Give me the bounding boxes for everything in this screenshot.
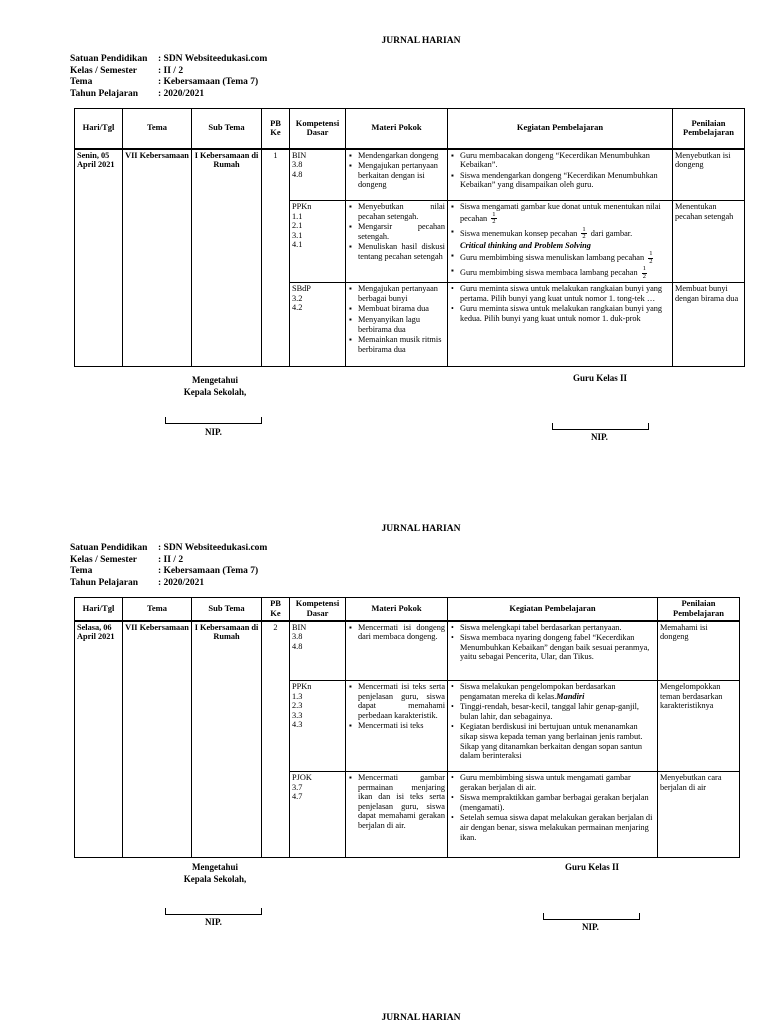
- sign-label: Kepala Sekolah,: [183, 387, 247, 397]
- header-kegiatan: Kegiatan Pembelajaran: [448, 109, 673, 149]
- kd-subject: PPKn: [292, 202, 312, 211]
- info-value: : SDN Websiteedukasi.com: [158, 54, 268, 64]
- kd-item: 3.8: [292, 160, 303, 170]
- sign-label: Mengetahui: [192, 375, 238, 385]
- kd-item: 2.1: [292, 221, 303, 231]
- kd-item: 3.1: [292, 230, 303, 240]
- nip-label: NIP.: [205, 917, 222, 927]
- penilaian-cell: Membuat bunyi dengan birama dua: [673, 283, 745, 367]
- kd-subject: BIN: [292, 622, 307, 632]
- fraction-denominator: 2: [492, 218, 496, 226]
- materi-cell: [346, 149, 448, 201]
- sign-label: Mengetahui: [192, 862, 238, 872]
- kd-item: 4.7: [292, 792, 303, 802]
- kd-item: 1.3: [292, 691, 303, 701]
- kegiatan-item: • Guru meminta siswa untuk melakukan rangkaian bunyi yang pertama. Pilih bunyi yang kuat untuk nomor 1. tong-tek …: [460, 284, 670, 303]
- materi-cell: [346, 772, 448, 858]
- fraction-denominator: 2: [642, 272, 646, 280]
- kegiatan-item: [460, 251, 670, 265]
- tema-cell: VII Kebersamaan: [123, 149, 192, 367]
- kd-item: 3.8: [292, 632, 303, 642]
- kegiatan-text: Siswa menemukan konsep pecahan: [460, 228, 578, 238]
- penilaian-cell: Menentukan pecahan setengah: [673, 201, 745, 283]
- kd-item: 1.1: [292, 211, 303, 221]
- kd-cell: [290, 621, 346, 681]
- fraction-numerator: 1: [649, 250, 653, 258]
- materi-cell: [346, 681, 448, 772]
- materi-item: ▪ Menyebutkan nilai pecahan setengah.: [358, 202, 445, 221]
- kegiatan-text: dari gambar.: [590, 228, 633, 238]
- kd-cell: [290, 149, 346, 201]
- header-pb: PB Ke: [262, 109, 290, 149]
- header-kegiatan: Kegiatan Pembelajaran: [448, 598, 658, 621]
- nip-label: NIP.: [591, 432, 608, 442]
- day-cell: Selasa, 06 April 2021: [75, 621, 123, 858]
- signature-line: [543, 913, 640, 920]
- fraction-half: [648, 251, 653, 265]
- kd-item: 4.3: [292, 720, 303, 730]
- kegiatan-text: Siswa mengamati gambar kue donat untuk menentukan nilai pecahan: [460, 202, 661, 223]
- kd-subject: BIN: [292, 150, 307, 160]
- header-materi: Materi Pokok: [346, 109, 448, 149]
- fraction-half: [491, 212, 496, 226]
- journal-title: JURNAL HARIAN: [381, 1013, 461, 1023]
- kegiatan-cell: [448, 201, 673, 283]
- tema-cell: VII Kebersamaan: [123, 621, 192, 858]
- materi-item: ▪ Mencermati isi teks serta penjelasan guru, siswa dapat memahami perbedaan karakteristik.: [358, 682, 445, 720]
- info-block: [70, 543, 267, 589]
- journal-title: JURNAL HARIAN: [381, 36, 461, 46]
- header-kd: Kompetensi Dasar: [290, 109, 346, 149]
- kd-item: 4.8: [292, 641, 303, 651]
- materi-item: ▪ Memainkan musik ritmis berbirama dua: [358, 335, 445, 354]
- subtema-cell: I Kebersamaan di Rumah: [192, 149, 262, 367]
- nip-label: NIP.: [582, 922, 599, 932]
- kd-item: 3.7: [292, 782, 303, 792]
- kegiatan-item: • Setelah semua siswa dapat melakukan gerakan berjalan di air dengan benar, siswa melakukan permainan menjaring ikan.: [460, 813, 655, 842]
- nip-label: NIP.: [205, 427, 222, 437]
- kd-cell: [290, 772, 346, 858]
- kegiatan-item: • Siswa melengkapi tabel berdasarkan pertanyaan.: [460, 623, 655, 633]
- info-value: : II / 2: [158, 65, 184, 76]
- teacher-signature: [540, 372, 660, 384]
- kegiatan-item: • Siswa membaca nyaring dongeng fabel “Kecerdikan Menumbuhkan Kebaikan” dengan baik sesuai peranmya, yaitu sebagai Pencerita, Ular, dan Tikus.: [460, 633, 655, 662]
- kd-item: 4.1: [292, 240, 303, 250]
- kegiatan-item: ▪ Siswa mendengarkan dongeng “Kecerdikan Menumbuhkan Kebaikan” yang disampaikan oleh guru.: [460, 171, 670, 190]
- header-penilaian: Penilaian Pembelajaran: [658, 598, 740, 621]
- kegiatan-text: Guru membimbing siswa membaca lambang pecahan: [460, 268, 638, 278]
- kd-item: 2.3: [292, 701, 303, 711]
- fraction-denominator: 2: [582, 233, 586, 241]
- header-tema: Tema: [123, 598, 192, 621]
- materi-item: ▪ Mencermati isi dongeng dari membaca dongeng.: [358, 623, 445, 642]
- info-label: Tema: [70, 77, 93, 87]
- kegiatan-item: • Guru meminta siswa untuk melakukan rangkaian bunyi yang kedua. Pilih bunyi yang kuat untuk nomor 1. duk-prok: [460, 304, 670, 323]
- kegiatan-item: • Guru membimbing siswa untuk mengamati gambar gerakan berjalan di air.: [460, 773, 655, 792]
- kd-cell: [290, 201, 346, 283]
- info-value: : Kebersamaan (Tema 7): [158, 77, 259, 87]
- info-label: Tahun Pelajaran: [70, 88, 139, 99]
- journal-table: [74, 597, 740, 858]
- sign-label: Kepala Sekolah,: [183, 874, 247, 884]
- info-value: : 2020/2021: [158, 577, 205, 588]
- materi-cell: [346, 621, 448, 681]
- signature-line: [552, 423, 649, 430]
- kegiatan-item: • Tinggi-rendah, besar-kecil, tanggal lahir genap-ganjil, bulan lahir, dan sebagainya.: [460, 702, 655, 721]
- kegiatan-cell: [448, 681, 658, 772]
- materi-item: ▪ Mencermati isi teks: [358, 721, 445, 731]
- kd-subject: PPKn: [292, 682, 312, 691]
- kegiatan-text: Siswa melakukan pengelompokan berdasarkan pengamatan mereka di kelas.: [460, 682, 616, 701]
- penilaian-cell: Mengelompokkan teman berdasarkan karakteristiknya: [658, 681, 740, 772]
- kd-item: 4.2: [292, 303, 303, 313]
- principal-signature: [160, 861, 270, 885]
- info-value: : 2020/2021: [158, 88, 205, 99]
- kegiatan-cell: [448, 772, 658, 858]
- info-label: Kelas / Semester: [70, 554, 138, 565]
- kd-cell: [290, 681, 346, 772]
- signature-line: [165, 417, 262, 424]
- info-value: : Kebersamaan (Tema 7): [158, 566, 259, 576]
- info-label: Tema: [70, 566, 93, 576]
- header-hari: Hari/Tgl: [75, 109, 123, 149]
- header-materi: Materi Pokok: [346, 598, 448, 621]
- header-tema: Tema: [123, 109, 192, 149]
- kegiatan-item: [460, 227, 670, 251]
- fraction-numerator: 1: [492, 210, 496, 218]
- pb-cell: 1: [262, 149, 290, 367]
- fraction-half: [642, 266, 647, 280]
- materi-item: ▪ Menyanyikan lagu berbirama dua: [358, 315, 445, 334]
- info-label: Satuan Pendidikan: [70, 543, 148, 553]
- materi-cell: [346, 201, 448, 283]
- info-block: [70, 54, 267, 100]
- skill-label: Critical thinking and Problem Solving: [460, 240, 591, 250]
- kd-cell: [290, 283, 346, 367]
- kegiatan-item: [460, 202, 670, 226]
- materi-item: ▪ Menuliskan hasil diskusi tentang pecahan setengah: [358, 242, 445, 261]
- kd-item: 3.2: [292, 293, 303, 303]
- kd-item: 3.3: [292, 710, 303, 720]
- pb-cell: 2: [262, 621, 290, 858]
- kegiatan-item: • Kegiatan berdiskusi ini bertujuan untuk menanamkan sikap siswa kepada teman yang berlainan jenis rambut. Sikap yang ditanamkan berkaitan dengan sopan santun dalam berinteraksi: [460, 722, 655, 760]
- kegiatan-cell: [448, 149, 673, 201]
- kegiatan-item: ▪ Guru membacakan dongeng “Kecerdikan Menumbuhkan Kebaikan”.: [460, 151, 670, 170]
- sign-label: Guru Kelas II: [572, 373, 627, 383]
- fraction-denominator: 2: [649, 257, 653, 265]
- kd-subject: PJOK: [292, 773, 312, 782]
- info-value: : II / 2: [158, 554, 184, 565]
- header-hari: Hari/Tgl: [75, 598, 123, 621]
- kegiatan-item: [460, 682, 655, 701]
- principal-signature: [160, 374, 270, 398]
- journal-table: [74, 108, 745, 367]
- materi-item: ▪ Mengajukan pertanyaan berkaitan dengan isi dongeng: [358, 161, 445, 190]
- day-cell: Senin, 05 April 2021: [75, 149, 123, 367]
- materi-item: ▪ Membuat birama dua: [358, 304, 445, 314]
- header-subtema: Sub Tema: [192, 598, 262, 621]
- teacher-signature: [532, 861, 652, 873]
- sign-label: Guru Kelas II: [564, 862, 619, 872]
- materi-item: ▪ Mengarsir pecahan setengah.: [358, 222, 445, 241]
- penilaian-cell: Memahami isi dongeng: [658, 621, 740, 681]
- kegiatan-text: Guru membimbing siswa menuliskan lambang pecahan: [460, 253, 645, 263]
- signature-line: [165, 908, 262, 915]
- fraction-numerator: 1: [582, 225, 586, 233]
- kegiatan-cell: [448, 283, 673, 367]
- materi-item: ▪ Mengajukan pertanyaan berbagai bunyi: [358, 284, 445, 303]
- materi-item: ▪ Mendengarkan dongeng: [358, 151, 445, 161]
- kd-subject: SBdP: [292, 284, 311, 294]
- info-label: Tahun Pelajaran: [70, 577, 139, 588]
- penilaian-cell: Menyebutkan cara berjalan di air: [658, 772, 740, 858]
- header-penilaian: Penilaian Pembelajaran: [673, 109, 745, 149]
- materi-item: ▪ Mencermati gambar permainan menjaring ikan dan isi teks serta penjelasan guru, siswa dapat memahami gerakan berjalan di air.: [358, 773, 445, 831]
- journal-title: JURNAL HARIAN: [381, 524, 461, 534]
- info-label: Kelas / Semester: [70, 65, 138, 76]
- fraction-numerator: 1: [642, 265, 646, 273]
- kegiatan-item: • Siswa mempraktikkan gambar berbagai gerakan berjalan (mengamati).: [460, 793, 655, 812]
- kegiatan-cell: [448, 621, 658, 681]
- subtema-cell: I Kebersamaan di Rumah: [192, 621, 262, 858]
- header-kd: Kompetensi Dasar: [290, 598, 346, 621]
- materi-cell: [346, 283, 448, 367]
- kd-item: 4.8: [292, 169, 303, 179]
- header-subtema: Sub Tema: [192, 109, 262, 149]
- penilaian-cell: Menyebutkan isi dongeng: [673, 149, 745, 201]
- kegiatan-item: [460, 266, 670, 280]
- header-pb: PB Ke: [262, 598, 290, 621]
- fraction-half: [581, 227, 586, 241]
- info-label: Satuan Pendidikan: [70, 54, 148, 64]
- skill-label: Mandiri: [556, 691, 585, 701]
- info-value: : SDN Websiteedukasi.com: [158, 543, 268, 553]
